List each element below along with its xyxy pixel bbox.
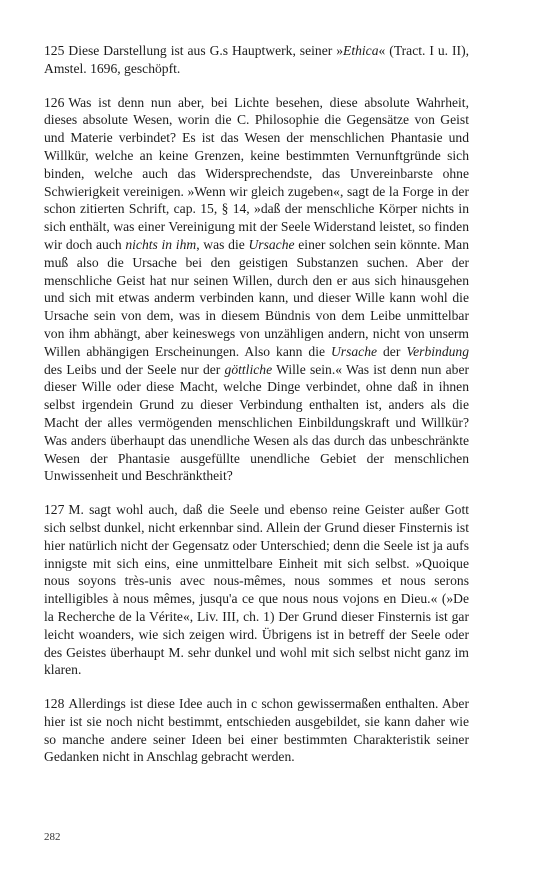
note-text: « (Tract. I u. II), Amstel. 1696, geschöpft.	[44, 43, 470, 76]
endnote-126	[44, 94, 469, 486]
note-text: einer solchen sein könnte. Man muß also die Ursache bei den geistigen Substanzen suchen. Aber der menschliche Geist hat nur seinen Willen, durch den er aus sich hinausgehen und sich mit etwas anderm verbinden kann, und dieser Wille kann wohl die Ursache sein von dem, was in diesem Bündnis von dem Leibe unmittelbar von ihm abhängt, aber keineswegs von unzähligen andern, nicht von unserm Willen abhängigen Erscheinungen. Also kann die	[44, 236, 469, 359]
endnote-number: 126	[44, 94, 65, 110]
note-text: Wille sein.« Was ist denn nun aber dieser Wille oder diese Macht, welche Dinge verbindet, ohne daß in ihnen selbst irgendein Grund zu dieser Verbindung enthalten ist, anders als die Macht der alles vermögenden menschlichen Einbildungskraft und Willkür? Was anders überhaupt das unendliche Wesen als das durch das unbeschränkte Wesen der Phantasie ausgefüllte unendliche Gebiet der menschlichen Unwissenheit und Beschränktheit?	[44, 361, 470, 484]
note-text: Was ist denn nun aber, bei Lichte besehen, diese absolute Wahrheit, dieses absolute Wesen, worin die C. Philosophie die Gegensätze von Geist und Materie verbindet? Es ist das Wesen der menschlichen Phantasie und Willkür, welche an keine Grenzen, keine bestimmten Vernunftgründe sich binden, welche auch das Widersprechendste, das Unvereinbarste ohne Schwierigkeit vereinigen. »Wenn wir gleich zugeben«, sagt de la Forge in der schon zitierten Schrift, cap. 15, § 14, »daß der menschliche Körper nichts in sich enthält, was einer Vereinigung mit der Seele Widerstand leistet, so finden wir doch auch	[44, 94, 469, 252]
endnotes	[44, 42, 469, 782]
endnote-number: 128	[44, 696, 65, 712]
italic-text: Ursache	[248, 236, 295, 252]
note-text: Allerdings ist diese Idee auch in c schon gewissermaßen enthalten. Aber hier ist sie noch nicht bestimmt, entschieden ausgebildet, sie kann daher wie so manche andere seiner Ideen bei einer bestimmten Charakteristik seiner Gedanken nicht in Anschlag gebracht werden.	[44, 696, 469, 765]
page-number: 282	[44, 831, 61, 843]
endnote-125	[44, 42, 469, 78]
endnote-number: 127	[44, 502, 65, 518]
note-text: , was die	[196, 236, 249, 252]
italic-text: Verbindung	[406, 343, 470, 359]
note-text: M. sagt wohl auch, daß die Seele und ebenso reine Geister außer Gott sich selbst dunkel, nicht erkennbar sind. Allein der Grund dieser Finsternis ist hier natürlich nicht der Gegensatz oder Unterschied; denn die Seele ist ja aufs innigste mit sich eins, eine unmittelbare Einheit mit sich selbst. »Quoique nous soyons très-unis avec nous-mêmes, nous sommes et nous serons intelligibles à nous mêmes, jusqu'a ce que nous nous vojons en Dieu.« (»De la Recherche de la Vérite«, Liv. III, ch. 1) Der Grund dieser Finsternis ist gar leicht woanders, wie sich zeigen wird. Übrigens ist in betreff der Seele oder des Geistes überhaupt M. sehr dunkel und wohl mit sich selbst nicht ganz im klaren.	[44, 502, 469, 678]
endnote-number: 125	[44, 43, 65, 58]
endnote-127	[44, 501, 469, 679]
endnote-128	[44, 695, 469, 766]
italic-text: Ursache	[330, 343, 378, 359]
italic-text: nichts in ihm	[125, 236, 197, 252]
note-text: der	[377, 343, 407, 359]
note-text: Diese Darstellung ist aus G.s Hauptwerk, seiner »	[68, 43, 344, 58]
italic-text: Ethica	[343, 43, 379, 58]
italic-text: göttliche	[224, 361, 273, 377]
note-text: des Leibs und der Seele nur der	[44, 361, 225, 377]
